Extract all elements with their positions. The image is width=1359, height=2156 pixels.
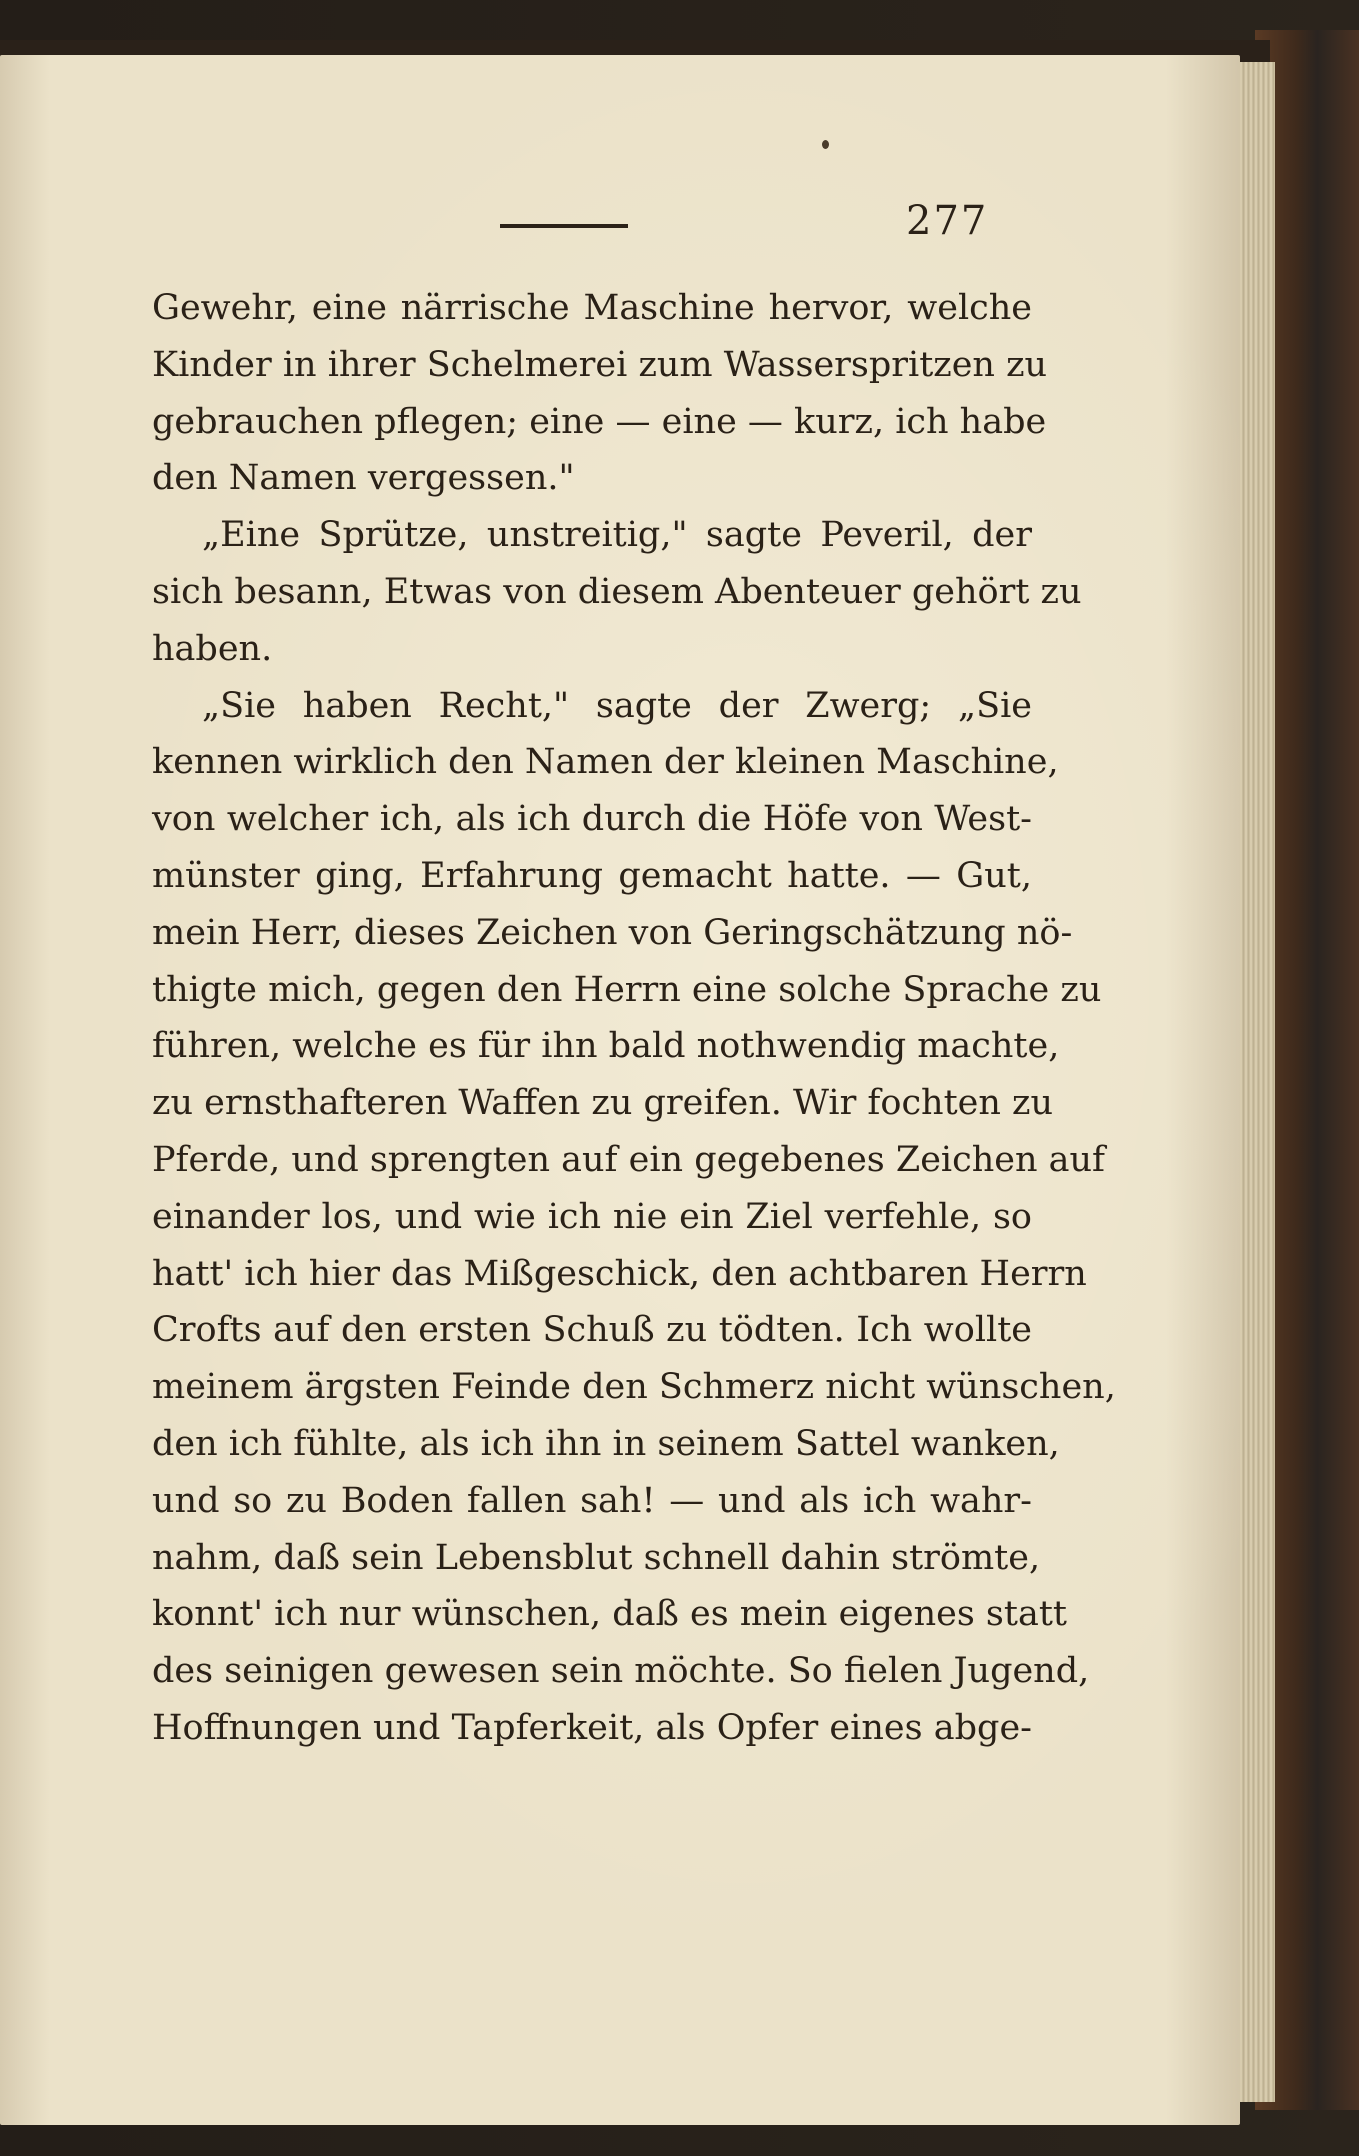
text-line: meinem ärgsten Feinde den Schmerz nicht wünschen, bbox=[152, 1367, 1116, 1408]
text-line: mein Herr, dieses Zeichen von Geringschätzung nö- bbox=[152, 912, 1073, 953]
text-line: einander los, und wie ich nie ein Ziel verfehle, so bbox=[152, 1196, 1032, 1237]
text-line: hatt' ich hier das Mißgeschick, den achtbaren Herrn bbox=[152, 1253, 1087, 1294]
text-line: Hoffnungen und Tapferkeit, als Opfer eines abge- bbox=[152, 1707, 1032, 1748]
text-line: kennen wirklich den Namen der kleinen Maschine, bbox=[152, 742, 1059, 783]
ink-speck bbox=[822, 140, 829, 149]
text-line: führen, welche es für ihn bald nothwendig machte, bbox=[152, 1026, 1060, 1067]
text-line: und so zu Boden fallen sah! — und als ich wahr- bbox=[152, 1480, 1032, 1521]
page-edges bbox=[1235, 62, 1275, 2102]
text-line: sich besann, Etwas von diesem Abenteuer gehört zu bbox=[152, 571, 1082, 612]
text-line: Pferde, und sprengten auf ein gegebenes Zeichen auf bbox=[152, 1139, 1105, 1180]
text-line: Crofts auf den ersten Schuß zu tödten. Ich wollte bbox=[152, 1310, 1032, 1351]
text-line: nahm, daß sein Lebensblut schnell dahin strömte, bbox=[152, 1537, 1041, 1578]
page-number: 277 bbox=[906, 198, 989, 244]
text-line: zu ernsthafteren Waffen zu greifen. Wir fochten zu bbox=[152, 1083, 1054, 1124]
text-line: den ich fühlte, als ich ihn in seinem Sattel wanken, bbox=[152, 1423, 1060, 1464]
text-line: des seinigen gewesen sein möchte. So fielen Jugend, bbox=[152, 1651, 1090, 1692]
text-line: von welcher ich, als ich durch die Höfe von West- bbox=[152, 799, 1032, 840]
text-line: thigte mich, gegen den Herrn eine solche Sprache zu bbox=[152, 969, 1102, 1010]
body-text bbox=[152, 280, 1116, 1757]
text-line: konnt' ich nur wünschen, daß es mein eigenes statt bbox=[152, 1594, 1067, 1635]
text-line: „Sie haben Recht," sagte der Zwerg; „Sie bbox=[202, 685, 1032, 726]
text-line: haben. bbox=[152, 628, 273, 669]
text-line: münster ging, Erfahrung gemacht hatte. — Gut, bbox=[152, 855, 1032, 896]
header-rule bbox=[500, 224, 628, 228]
text-line: Gewehr, eine närrische Maschine hervor, welche bbox=[152, 288, 1032, 328]
text-line: Kinder in ihrer Schelmerei zum Wasserspritzen zu bbox=[152, 344, 1048, 385]
text-line: „Eine Sprütze, unstreitig," sagte Peveril, der bbox=[202, 515, 1032, 556]
text-line: gebrauchen pflegen; eine — eine — kurz, ich habe bbox=[152, 401, 1047, 442]
text-line: den Namen vergessen." bbox=[152, 458, 575, 499]
